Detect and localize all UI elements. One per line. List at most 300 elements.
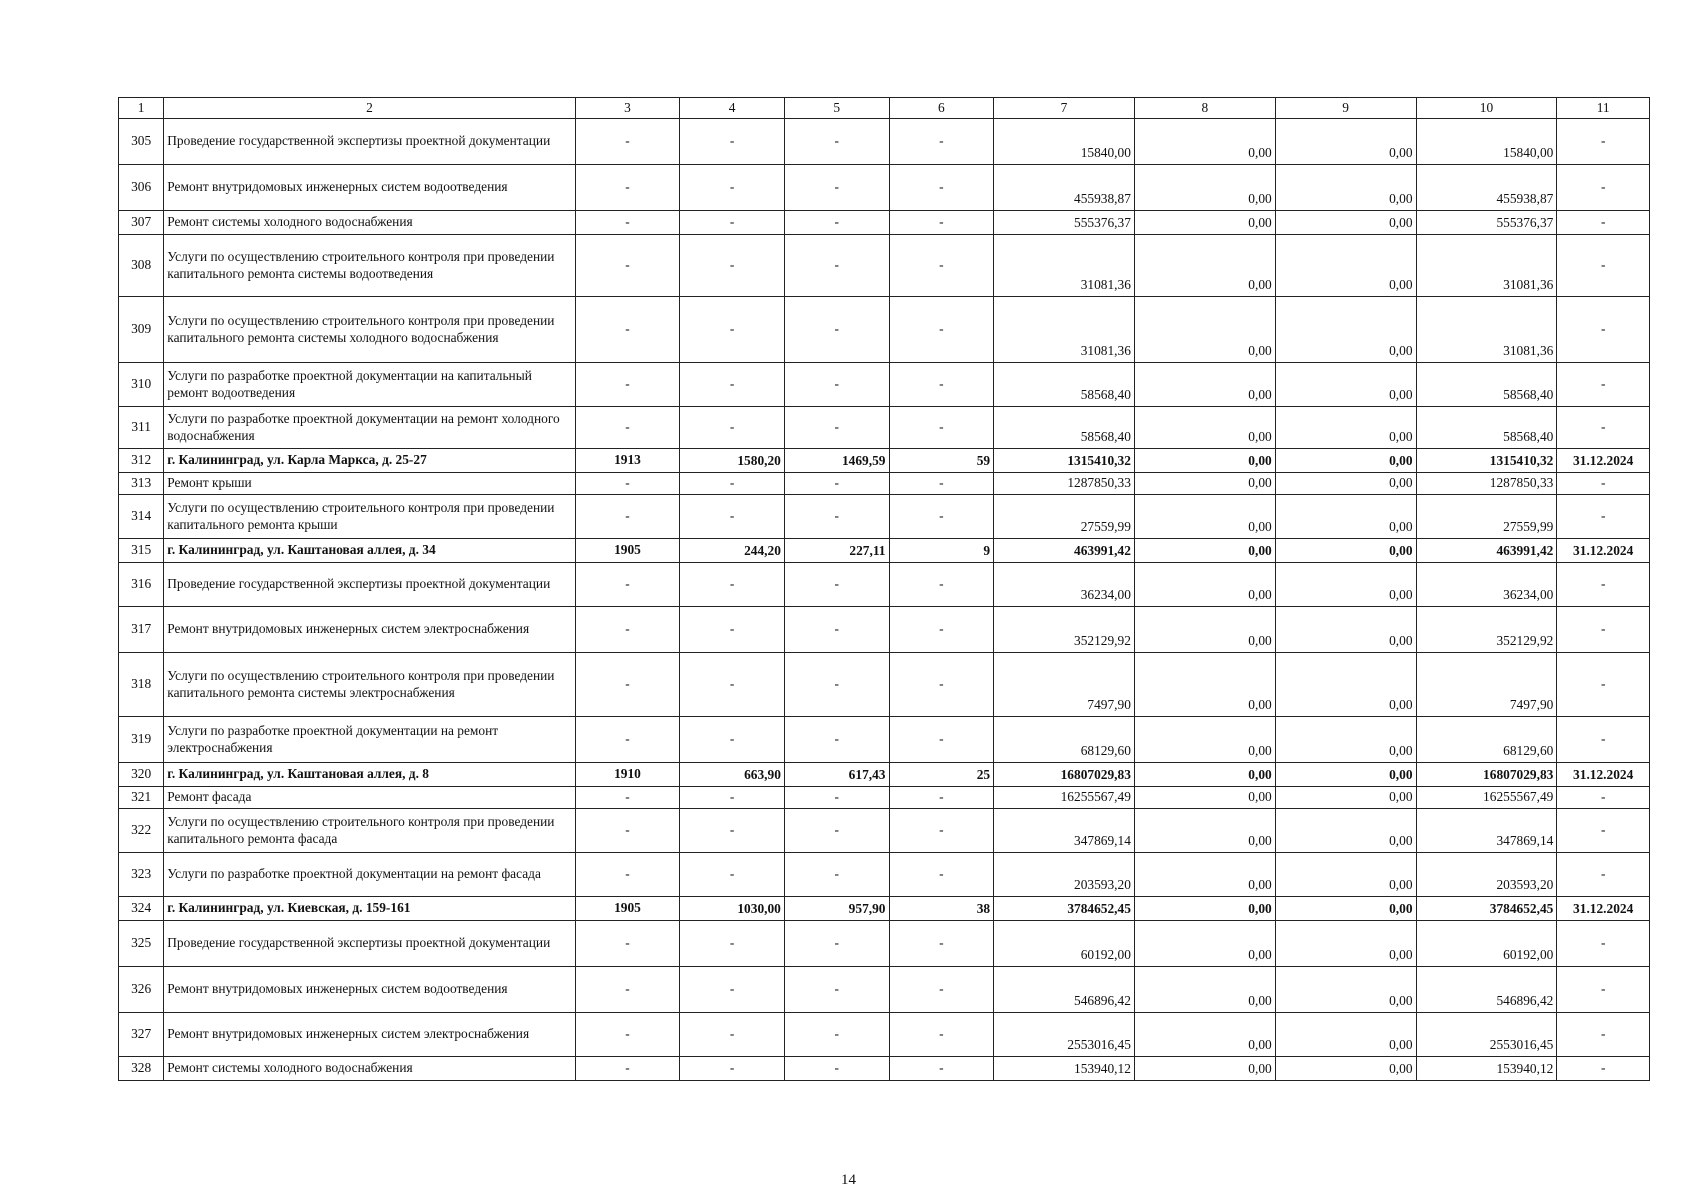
col-5-cell: - (784, 717, 889, 763)
col-3-cell: - (575, 787, 680, 809)
col-6-cell: - (889, 563, 994, 607)
work-name-cell: Услуги по осуществлению строительного контроля при проведении капитального ремонта крыши (164, 495, 575, 539)
col-5-cell: - (784, 165, 889, 211)
col-10-cell: 60192,00 (1416, 921, 1557, 967)
col-6-cell: - (889, 607, 994, 653)
work-name-cell: г. Калининград, ул. Каштановая аллея, д. 8 (164, 763, 575, 787)
col-8-cell: 0,00 (1134, 1057, 1275, 1081)
work-name-cell: Ремонт системы холодного водоснабжения (164, 1057, 575, 1081)
col-6-cell: - (889, 653, 994, 717)
col-9-cell: 0,00 (1275, 449, 1416, 473)
col-3-cell: - (575, 473, 680, 495)
table-row (119, 717, 1650, 763)
table-row (119, 921, 1650, 967)
col-3-cell: 1913 (575, 449, 680, 473)
col-11-cell: - (1557, 717, 1650, 763)
col-11-cell: - (1557, 297, 1650, 363)
col-3-cell: - (575, 921, 680, 967)
col-6-cell: 59 (889, 449, 994, 473)
table-row (119, 607, 1650, 653)
col-7-cell: 153940,12 (994, 1057, 1135, 1081)
col-10-cell: 58568,40 (1416, 363, 1557, 407)
col-3-cell: - (575, 717, 680, 763)
col-11-cell: - (1557, 563, 1650, 607)
col-8-cell: 0,00 (1134, 607, 1275, 653)
col-10-cell: 15840,00 (1416, 119, 1557, 165)
col-4-cell: - (680, 297, 785, 363)
col-6-cell: - (889, 717, 994, 763)
col-8-cell: 0,00 (1134, 211, 1275, 235)
col-8-cell: 0,00 (1134, 653, 1275, 717)
col-10-cell: 203593,20 (1416, 853, 1557, 897)
col-4-cell: - (680, 363, 785, 407)
col-11-cell: - (1557, 473, 1650, 495)
col-10-cell: 347869,14 (1416, 809, 1557, 853)
col-11-cell: - (1557, 165, 1650, 211)
col-8-cell: 0,00 (1134, 787, 1275, 809)
table-body (119, 98, 1650, 1081)
col-5-cell: - (784, 787, 889, 809)
col-3-cell: - (575, 165, 680, 211)
col-6-cell: - (889, 1013, 994, 1057)
col-5-cell: - (784, 1057, 889, 1081)
col-10-cell: 16255567,49 (1416, 787, 1557, 809)
col-3-cell: - (575, 563, 680, 607)
col-6-cell: - (889, 235, 994, 297)
col-11-cell: - (1557, 235, 1650, 297)
work-name-cell: Услуги по разработке проектной документации на ремонт холодного водоснабжения (164, 407, 575, 449)
col-11-cell: - (1557, 607, 1650, 653)
col-9-cell: 0,00 (1275, 607, 1416, 653)
col-9-cell: 0,00 (1275, 119, 1416, 165)
col-7-cell: 2553016,45 (994, 1013, 1135, 1057)
address-row (119, 539, 1650, 563)
col-8-cell: 0,00 (1134, 563, 1275, 607)
col-10-cell: 36234,00 (1416, 563, 1557, 607)
col-5-cell: - (784, 563, 889, 607)
work-name-cell: Ремонт фасада (164, 787, 575, 809)
col-10-cell: 463991,42 (1416, 539, 1557, 563)
col-6-cell: - (889, 407, 994, 449)
col-4-cell: - (680, 119, 785, 165)
column-number-row (119, 98, 1650, 119)
column-header: 8 (1134, 98, 1275, 119)
col-9-cell: 0,00 (1275, 1013, 1416, 1057)
table-row (119, 119, 1650, 165)
col-11-cell: 31.12.2024 (1557, 763, 1650, 787)
col-6-cell: - (889, 809, 994, 853)
col-11-cell: - (1557, 653, 1650, 717)
work-name-cell: Услуги по разработке проектной документации на ремонт фасада (164, 853, 575, 897)
row-number-cell: 325 (119, 921, 164, 967)
row-number-cell: 327 (119, 1013, 164, 1057)
col-5-cell: - (784, 967, 889, 1013)
row-number-cell: 318 (119, 653, 164, 717)
col-9-cell: 0,00 (1275, 495, 1416, 539)
col-4-cell: 244,20 (680, 539, 785, 563)
row-number-cell: 316 (119, 563, 164, 607)
col-10-cell: 2553016,45 (1416, 1013, 1557, 1057)
col-6-cell: - (889, 363, 994, 407)
col-5-cell: - (784, 653, 889, 717)
col-5-cell: 227,11 (784, 539, 889, 563)
col-3-cell: - (575, 235, 680, 297)
row-number-cell: 310 (119, 363, 164, 407)
table-row (119, 495, 1650, 539)
col-8-cell: 0,00 (1134, 495, 1275, 539)
col-5-cell: - (784, 853, 889, 897)
work-name-cell: Ремонт внутридомовых инженерных систем электроснабжения (164, 607, 575, 653)
col-4-cell: - (680, 473, 785, 495)
col-7-cell: 7497,90 (994, 653, 1135, 717)
work-name-cell: Проведение государственной экспертизы проектной документации (164, 119, 575, 165)
row-number-cell: 308 (119, 235, 164, 297)
col-10-cell: 7497,90 (1416, 653, 1557, 717)
col-11-cell: - (1557, 363, 1650, 407)
column-header: 6 (889, 98, 994, 119)
col-5-cell: 617,43 (784, 763, 889, 787)
col-4-cell: 663,90 (680, 763, 785, 787)
col-7-cell: 16255567,49 (994, 787, 1135, 809)
col-8-cell: 0,00 (1134, 449, 1275, 473)
column-header: 10 (1416, 98, 1557, 119)
col-11-cell: - (1557, 853, 1650, 897)
col-4-cell: - (680, 653, 785, 717)
col-3-cell: - (575, 1013, 680, 1057)
col-7-cell: 36234,00 (994, 563, 1135, 607)
col-8-cell: 0,00 (1134, 539, 1275, 563)
row-number-cell: 322 (119, 809, 164, 853)
col-4-cell: - (680, 967, 785, 1013)
table-row (119, 473, 1650, 495)
col-6-cell: - (889, 921, 994, 967)
col-10-cell: 68129,60 (1416, 717, 1557, 763)
col-6-cell: - (889, 165, 994, 211)
col-8-cell: 0,00 (1134, 119, 1275, 165)
col-6-cell: - (889, 211, 994, 235)
col-6-cell: 9 (889, 539, 994, 563)
row-number-cell: 311 (119, 407, 164, 449)
col-10-cell: 31081,36 (1416, 235, 1557, 297)
col-10-cell: 1315410,32 (1416, 449, 1557, 473)
column-header: 7 (994, 98, 1135, 119)
row-number-cell: 320 (119, 763, 164, 787)
col-10-cell: 1287850,33 (1416, 473, 1557, 495)
row-number-cell: 305 (119, 119, 164, 165)
col-7-cell: 27559,99 (994, 495, 1135, 539)
col-6-cell: - (889, 787, 994, 809)
work-name-cell: г. Калининград, ул. Киевская, д. 159-161 (164, 897, 575, 921)
table-row (119, 1057, 1650, 1081)
table-row (119, 211, 1650, 235)
col-7-cell: 16807029,83 (994, 763, 1135, 787)
work-name-cell: Услуги по осуществлению строительного контроля при проведении капитального ремонта системы холодного водоснабжения (164, 297, 575, 363)
row-number-cell: 326 (119, 967, 164, 1013)
col-11-cell: - (1557, 787, 1650, 809)
col-7-cell: 58568,40 (994, 407, 1135, 449)
table-row (119, 407, 1650, 449)
column-header: 5 (784, 98, 889, 119)
row-number-cell: 323 (119, 853, 164, 897)
col-8-cell: 0,00 (1134, 1013, 1275, 1057)
work-name-cell: Ремонт системы холодного водоснабжения (164, 211, 575, 235)
col-4-cell: - (680, 407, 785, 449)
page-number: 14 (841, 1172, 856, 1188)
col-9-cell: 0,00 (1275, 921, 1416, 967)
col-6-cell: - (889, 473, 994, 495)
col-3-cell: - (575, 495, 680, 539)
col-8-cell: 0,00 (1134, 763, 1275, 787)
col-4-cell: - (680, 787, 785, 809)
col-4-cell: - (680, 563, 785, 607)
column-header: 1 (119, 98, 164, 119)
col-4-cell: - (680, 853, 785, 897)
col-11-cell: - (1557, 211, 1650, 235)
col-4-cell: 1580,20 (680, 449, 785, 473)
col-6-cell: 38 (889, 897, 994, 921)
col-9-cell: 0,00 (1275, 165, 1416, 211)
col-11-cell: - (1557, 1057, 1650, 1081)
col-10-cell: 58568,40 (1416, 407, 1557, 449)
col-9-cell: 0,00 (1275, 967, 1416, 1013)
col-3-cell: 1905 (575, 897, 680, 921)
col-4-cell: - (680, 495, 785, 539)
col-10-cell: 3784652,45 (1416, 897, 1557, 921)
col-8-cell: 0,00 (1134, 809, 1275, 853)
column-header: 2 (164, 98, 575, 119)
col-7-cell: 1315410,32 (994, 449, 1135, 473)
col-5-cell: - (784, 607, 889, 653)
col-7-cell: 455938,87 (994, 165, 1135, 211)
col-11-cell: - (1557, 967, 1650, 1013)
work-name-cell: Ремонт внутридомовых инженерных систем электроснабжения (164, 1013, 575, 1057)
column-header: 9 (1275, 98, 1416, 119)
column-header: 4 (680, 98, 785, 119)
row-number-cell: 312 (119, 449, 164, 473)
row-number-cell: 319 (119, 717, 164, 763)
col-10-cell: 555376,37 (1416, 211, 1557, 235)
col-4-cell: - (680, 717, 785, 763)
table-row (119, 235, 1650, 297)
work-name-cell: Ремонт внутридомовых инженерных систем водоотведения (164, 967, 575, 1013)
col-7-cell: 31081,36 (994, 297, 1135, 363)
col-3-cell: 1910 (575, 763, 680, 787)
col-3-cell: - (575, 407, 680, 449)
col-5-cell: - (784, 495, 889, 539)
table-row (119, 563, 1650, 607)
col-11-cell: - (1557, 495, 1650, 539)
col-5-cell: - (784, 363, 889, 407)
work-name-cell: Услуги по осуществлению строительного контроля при проведении капитального ремонта системы электроснабжения (164, 653, 575, 717)
col-7-cell: 203593,20 (994, 853, 1135, 897)
table-row (119, 967, 1650, 1013)
col-9-cell: 0,00 (1275, 897, 1416, 921)
col-10-cell: 16807029,83 (1416, 763, 1557, 787)
col-4-cell: - (680, 607, 785, 653)
col-9-cell: 0,00 (1275, 363, 1416, 407)
col-5-cell: - (784, 407, 889, 449)
col-6-cell: - (889, 967, 994, 1013)
col-6-cell: - (889, 853, 994, 897)
col-9-cell: 0,00 (1275, 235, 1416, 297)
col-7-cell: 60192,00 (994, 921, 1135, 967)
work-name-cell: Проведение государственной экспертизы проектной документации (164, 563, 575, 607)
table-row (119, 787, 1650, 809)
col-9-cell: 0,00 (1275, 787, 1416, 809)
col-8-cell: 0,00 (1134, 407, 1275, 449)
col-5-cell: - (784, 473, 889, 495)
col-3-cell: - (575, 653, 680, 717)
col-9-cell: 0,00 (1275, 853, 1416, 897)
col-10-cell: 153940,12 (1416, 1057, 1557, 1081)
col-3-cell: - (575, 853, 680, 897)
table-row (119, 853, 1650, 897)
col-5-cell: - (784, 1013, 889, 1057)
work-name-cell: Ремонт внутридомовых инженерных систем водоотведения (164, 165, 575, 211)
col-9-cell: 0,00 (1275, 717, 1416, 763)
col-9-cell: 0,00 (1275, 653, 1416, 717)
col-9-cell: 0,00 (1275, 809, 1416, 853)
col-3-cell: - (575, 1057, 680, 1081)
col-4-cell: - (680, 211, 785, 235)
col-6-cell: - (889, 119, 994, 165)
col-11-cell: - (1557, 1013, 1650, 1057)
col-7-cell: 352129,92 (994, 607, 1135, 653)
col-7-cell: 3784652,45 (994, 897, 1135, 921)
col-8-cell: 0,00 (1134, 165, 1275, 211)
col-5-cell: - (784, 211, 889, 235)
col-8-cell: 0,00 (1134, 363, 1275, 407)
col-3-cell: - (575, 967, 680, 1013)
col-11-cell: - (1557, 119, 1650, 165)
col-9-cell: 0,00 (1275, 763, 1416, 787)
row-number-cell: 314 (119, 495, 164, 539)
col-6-cell: - (889, 297, 994, 363)
col-7-cell: 1287850,33 (994, 473, 1135, 495)
work-name-cell: Ремонт крыши (164, 473, 575, 495)
column-header: 11 (1557, 98, 1650, 119)
work-name-cell: Проведение государственной экспертизы проектной документации (164, 921, 575, 967)
col-3-cell: - (575, 211, 680, 235)
table-row (119, 297, 1650, 363)
work-name-cell: г. Калининград, ул. Каштановая аллея, д. 34 (164, 539, 575, 563)
col-3-cell: - (575, 119, 680, 165)
row-number-cell: 309 (119, 297, 164, 363)
col-8-cell: 0,00 (1134, 897, 1275, 921)
col-9-cell: 0,00 (1275, 473, 1416, 495)
row-number-cell: 317 (119, 607, 164, 653)
works-table (118, 97, 1650, 1081)
col-3-cell: - (575, 607, 680, 653)
row-number-cell: 328 (119, 1057, 164, 1081)
col-3-cell: - (575, 297, 680, 363)
col-7-cell: 15840,00 (994, 119, 1135, 165)
col-8-cell: 0,00 (1134, 297, 1275, 363)
col-11-cell: - (1557, 809, 1650, 853)
col-4-cell: - (680, 235, 785, 297)
col-5-cell: - (784, 297, 889, 363)
col-4-cell: - (680, 809, 785, 853)
col-9-cell: 0,00 (1275, 563, 1416, 607)
col-5-cell: 957,90 (784, 897, 889, 921)
address-row (119, 897, 1650, 921)
work-name-cell: Услуги по осуществлению строительного контроля при проведении капитального ремонта фасада (164, 809, 575, 853)
row-number-cell: 321 (119, 787, 164, 809)
col-8-cell: 0,00 (1134, 967, 1275, 1013)
table-row (119, 363, 1650, 407)
col-7-cell: 555376,37 (994, 211, 1135, 235)
col-9-cell: 0,00 (1275, 211, 1416, 235)
col-10-cell: 546896,42 (1416, 967, 1557, 1013)
table-row (119, 165, 1650, 211)
address-row (119, 449, 1650, 473)
row-number-cell: 306 (119, 165, 164, 211)
col-6-cell: - (889, 1057, 994, 1081)
work-name-cell: Услуги по разработке проектной документации на ремонт электроснабжения (164, 717, 575, 763)
col-8-cell: 0,00 (1134, 853, 1275, 897)
col-5-cell: - (784, 119, 889, 165)
col-4-cell: - (680, 165, 785, 211)
col-10-cell: 455938,87 (1416, 165, 1557, 211)
col-4-cell: - (680, 921, 785, 967)
table-row (119, 1013, 1650, 1057)
work-name-cell: Услуги по осуществлению строительного контроля при проведении капитального ремонта системы водоотведения (164, 235, 575, 297)
col-5-cell: - (784, 809, 889, 853)
col-10-cell: 27559,99 (1416, 495, 1557, 539)
row-number-cell: 307 (119, 211, 164, 235)
col-6-cell: - (889, 495, 994, 539)
col-11-cell: 31.12.2024 (1557, 449, 1650, 473)
col-9-cell: 0,00 (1275, 539, 1416, 563)
col-5-cell: - (784, 921, 889, 967)
col-10-cell: 352129,92 (1416, 607, 1557, 653)
table-row (119, 809, 1650, 853)
col-4-cell: - (680, 1013, 785, 1057)
work-name-cell: г. Калининград, ул. Карла Маркса, д. 25-27 (164, 449, 575, 473)
col-4-cell: 1030,00 (680, 897, 785, 921)
col-7-cell: 58568,40 (994, 363, 1135, 407)
col-9-cell: 0,00 (1275, 297, 1416, 363)
row-number-cell: 313 (119, 473, 164, 495)
col-8-cell: 0,00 (1134, 717, 1275, 763)
col-11-cell: - (1557, 407, 1650, 449)
col-8-cell: 0,00 (1134, 473, 1275, 495)
table-row (119, 653, 1650, 717)
col-9-cell: 0,00 (1275, 407, 1416, 449)
col-3-cell: - (575, 363, 680, 407)
column-header: 3 (575, 98, 680, 119)
col-10-cell: 31081,36 (1416, 297, 1557, 363)
row-number-cell: 324 (119, 897, 164, 921)
address-row (119, 763, 1650, 787)
col-5-cell: - (784, 235, 889, 297)
col-7-cell: 463991,42 (994, 539, 1135, 563)
col-11-cell: 31.12.2024 (1557, 897, 1650, 921)
col-3-cell: - (575, 809, 680, 853)
row-number-cell: 315 (119, 539, 164, 563)
col-7-cell: 546896,42 (994, 967, 1135, 1013)
col-3-cell: 1905 (575, 539, 680, 563)
col-4-cell: - (680, 1057, 785, 1081)
col-8-cell: 0,00 (1134, 921, 1275, 967)
col-7-cell: 31081,36 (994, 235, 1135, 297)
work-name-cell: Услуги по разработке проектной документации на капитальный ремонт водоотведения (164, 363, 575, 407)
col-7-cell: 347869,14 (994, 809, 1135, 853)
col-11-cell: - (1557, 921, 1650, 967)
col-9-cell: 0,00 (1275, 1057, 1416, 1081)
col-7-cell: 68129,60 (994, 717, 1135, 763)
col-11-cell: 31.12.2024 (1557, 539, 1650, 563)
